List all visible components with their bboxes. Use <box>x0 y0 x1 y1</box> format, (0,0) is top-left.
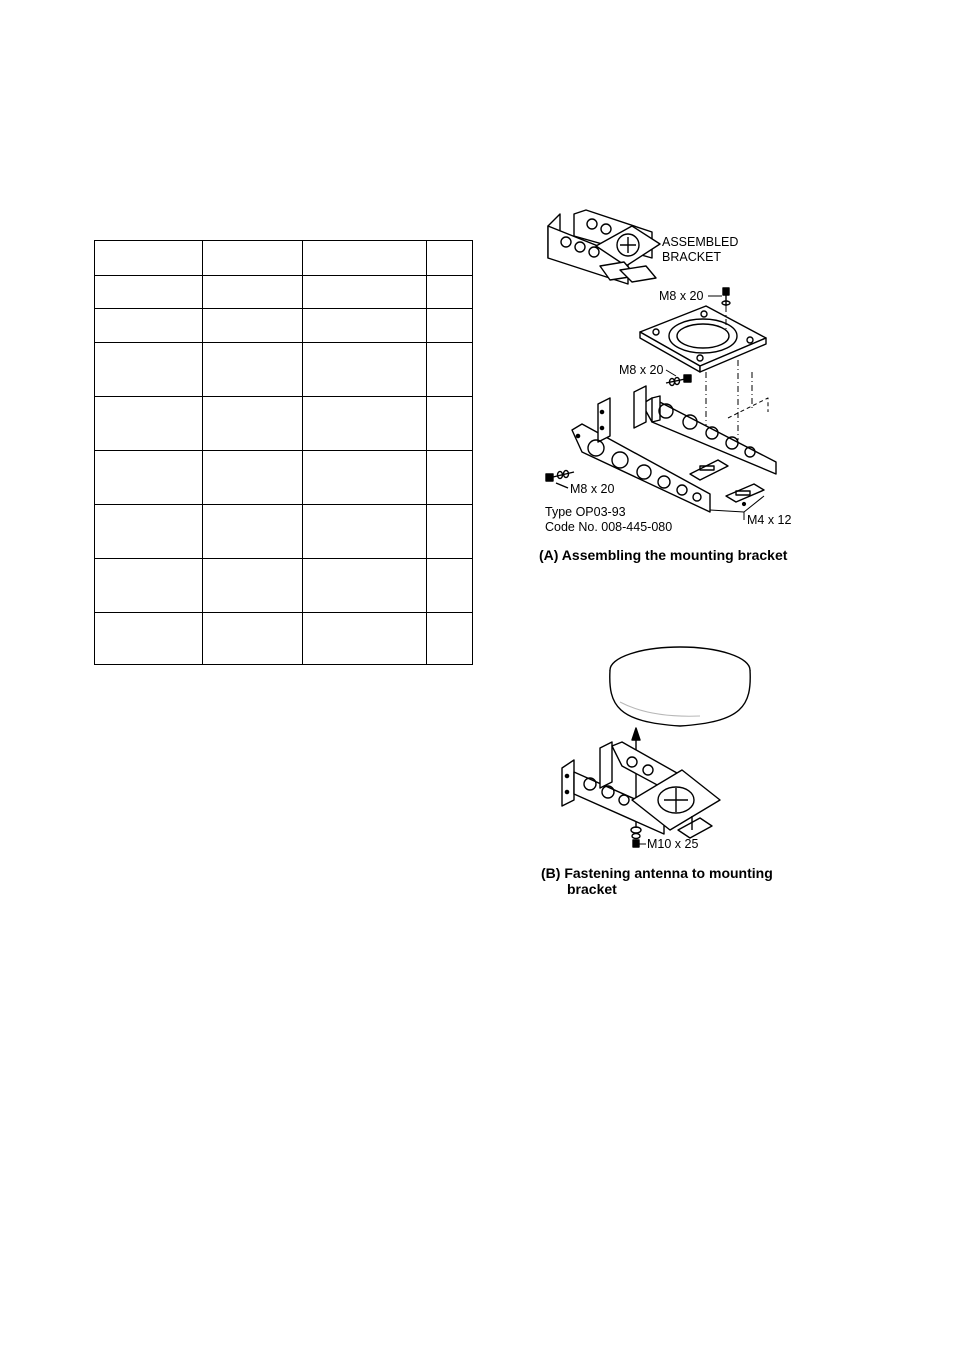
rear-arm-illustration <box>634 386 776 474</box>
caption-b-line2: bracket <box>567 881 617 897</box>
label-screw: M4 x 12 <box>747 513 792 527</box>
bolt-top-icon <box>722 288 730 306</box>
caption-a: (A) Assembling the mounting bracket <box>539 547 788 563</box>
radome-illustration <box>610 647 750 726</box>
caption-b-line1: (B) Fastening antenna to mounting <box>541 865 773 881</box>
label-bolt-top: M8 x 20 <box>659 289 704 303</box>
label-type: Type OP03-93 <box>545 505 626 519</box>
bolt-mid-icon <box>666 375 691 386</box>
label-bracket: BRACKET <box>662 250 722 264</box>
bracket-b-illustration <box>562 742 720 838</box>
assembled-bracket-illustration <box>548 210 660 284</box>
label-bolt-m10: M10 x 25 <box>647 837 699 851</box>
bolt-m10-icon <box>631 827 646 847</box>
label-bolt-low: M8 x 20 <box>570 482 615 496</box>
label-bolt-mid: M8 x 20 <box>619 363 664 377</box>
label-code: Code No. 008-445-080 <box>545 520 673 534</box>
label-assembled: ASSEMBLED <box>662 235 739 249</box>
